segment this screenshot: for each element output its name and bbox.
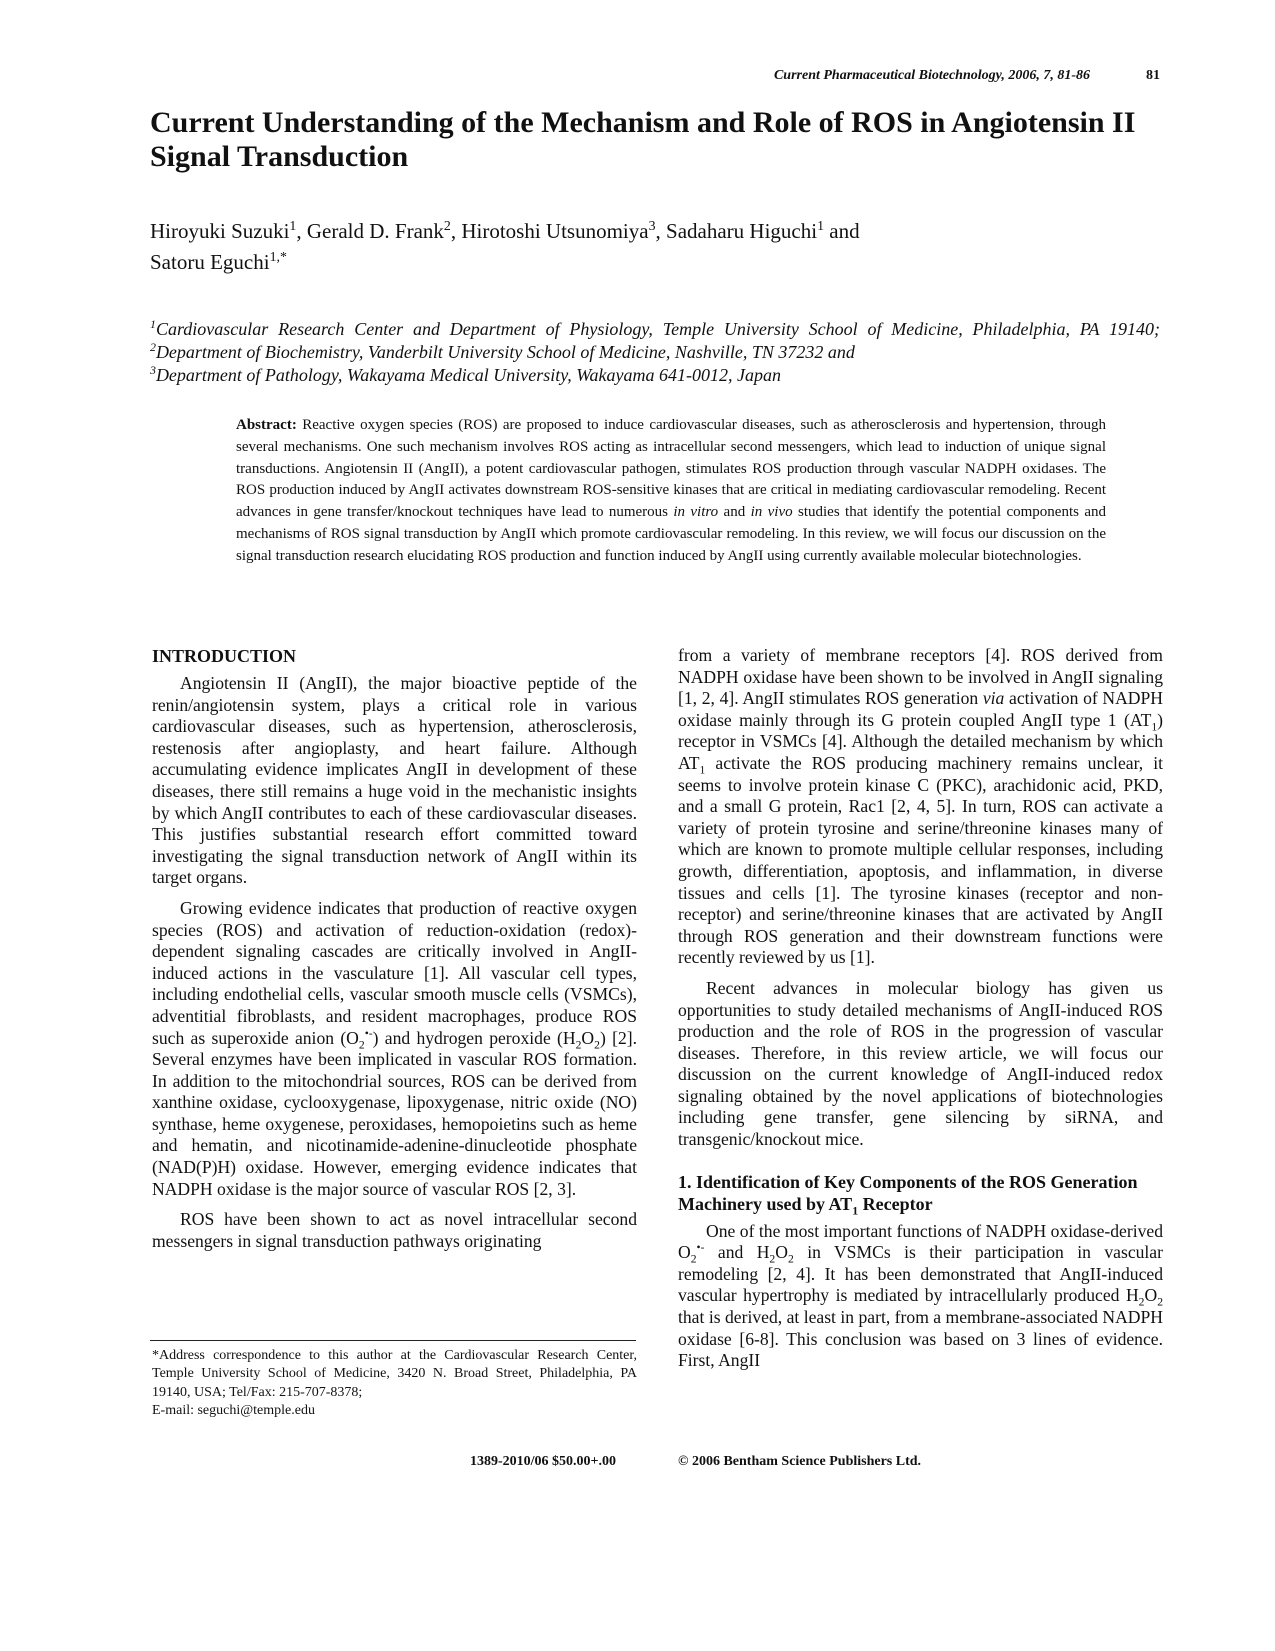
subscript: 2 xyxy=(690,1252,697,1266)
affiliation-mark: 3 xyxy=(150,363,156,377)
journal-citation: Current Pharmaceutical Biotechnology, 2006, 7, 81-86 xyxy=(773,68,1090,83)
paragraph-text: activation of NADPH oxidase mainly through its G protein coupled AngII type 1 (AT xyxy=(678,688,1163,730)
subscript: 2 xyxy=(769,1252,776,1266)
abstract-italic: in vitro xyxy=(673,504,719,521)
affiliation-mark: 1 xyxy=(150,317,156,331)
affiliation-text: Cardiovascular Research Center and Department of Physiology, Temple University School of Medicine, Philadelphia, PA 19140; xyxy=(155,319,1160,339)
author-affiliation-mark: 2 xyxy=(443,218,451,233)
paragraph-text: and H xyxy=(717,1242,770,1263)
page-number: 81 xyxy=(1146,68,1160,83)
author-name: Hiroyuki Suzuki xyxy=(150,219,290,243)
section-heading xyxy=(678,1171,1163,1218)
author-name: Sadaharu Higuchi xyxy=(666,219,818,243)
paragraph: Recent advances in molecular biology has given us opportunities to study detailed mechanisms of AngII-induced ROS production and the role of ROS in the progression of vascular diseases. Therefore, in this review article, we will focus our discussion on the current knowledge of AngII-induced redox signaling obtained by the novel applications of biotechnologies including gene transfer, gene silencing by siRNA, and transgenic/knockout mice. xyxy=(678,977,1163,1150)
abstract-text: and xyxy=(723,504,746,521)
abstract-label: Abstract: xyxy=(236,417,297,433)
paragraph-text: ) and hydrogen peroxide (H xyxy=(372,1027,576,1048)
section-heading: INTRODUCTION xyxy=(152,646,297,666)
footer-issn-price: 1389-2010/06 $50.00+.00 xyxy=(470,1454,617,1469)
subscript: 1 xyxy=(1151,720,1158,734)
paragraph-text: activate the ROS producing machinery remains unclear, it seems to involve protein kinase C (PKC), arachidonic acid, PKD, and a small G protein, Rac1 [2, 4, 5]. In turn, ROS can activate a variety of protein tyrosine and serine/threonine kinases many of which are known to promote multiple cellular responses, including growth, differentiation, apoptosis, and inflammation, in diverse tissues and cells [1]. The tyrosine kinases (receptor and non-receptor) and serine/threonine kinases that are activated by AngII through ROS generation and their downstream functions were recently reviewed by us [1]. xyxy=(678,752,1163,968)
affiliations xyxy=(150,318,1160,387)
paragraph-text: O xyxy=(581,1027,595,1048)
correspondence-footnote xyxy=(152,1347,637,1421)
subscript: 2 xyxy=(358,1038,365,1052)
paragraph xyxy=(678,645,1163,969)
paragraph-text: O xyxy=(1144,1285,1158,1306)
author-name: Satoru Eguchi xyxy=(150,250,270,274)
footnote-text: *Address correspondence to this author at the Cardiovascular Research Center, Temple University School of Medicine, 3420 N. Broad Street, Philadelphia, PA 19140, USA; Tel/Fax: 215-707-8378; xyxy=(152,1348,637,1400)
subscript: 2 xyxy=(787,1252,794,1266)
italic-term: via xyxy=(982,688,1005,709)
left-column xyxy=(152,645,637,1261)
footer-copyright: © 2006 Bentham Science Publishers Ltd. xyxy=(678,1454,922,1469)
paragraph-text: Growing evidence indicates that production of reactive oxygen species (ROS) and activation of reduction-oxidation (redox)-dependent signaling cascades are critically involved in AngII-induced actions in the vasculature [1]. All vascular cell types, including endothelial cells, vascular smooth muscle cells (VSMCs), adventitial fibroblasts, and resident macrophages, produce ROS such as superoxide anion (O xyxy=(152,897,637,1048)
paragraph: Angiotensin II (AngII), the major bioactive peptide of the renin/angiotensin system, plays a critical role in various cardiovascular diseases, such as hypertension, atherosclerosis, restenosis after angioplasty, and heart failure. Although accumulating evidence implicates AngII in development of these diseases, there still remains a huge void in the mechanistic insights by which AngII contributes to each of these cardiovascular diseases. This justifies substantial research effort committed toward investigating the signal transduction network of AngII within its target organs. xyxy=(152,673,637,888)
paragraph-text: O xyxy=(775,1242,788,1263)
paragraph-text: in VSMCs is their participation in vascular remodeling [2, 4]. It has been demonstrated that AngII-induced vascular hypertrophy is mediated by intracellularly produced H xyxy=(678,1242,1163,1306)
superscript: •- xyxy=(364,1026,373,1040)
superscript: •- xyxy=(696,1241,705,1255)
affiliation-text: Department of Pathology, Wakayama Medical University, Wakayama 641-0012, Japan xyxy=(155,365,781,385)
right-column xyxy=(678,645,1163,1381)
author-affiliation-mark: 1,* xyxy=(269,249,287,264)
article-title: Current Understanding of the Mechanism and Role of ROS in Angiotensin II Signal Transduction xyxy=(150,106,1136,173)
abstract-italic: in vivo xyxy=(750,504,793,521)
paragraph-text: that is derived, at least in part, from a membrane-associated NADPH oxidase [6-8]. This conclusion was based on 3 lines of evidence. First, AngII xyxy=(678,1307,1163,1371)
author-affiliation-mark: 1 xyxy=(289,218,297,233)
subscript: 1 xyxy=(699,763,706,777)
affiliation-text: Department of Biochemistry, Vanderbilt University School of Medicine, Nashville, TN 37232 and xyxy=(155,342,855,362)
paragraph-text: from a variety of membrane receptors [4]. ROS derived from NADPH oxidase have been shown to be involved in AngII signaling [1, 2, 4]. AngII stimulates ROS generation xyxy=(678,645,1163,709)
author-name: Gerald D. Frank xyxy=(306,219,444,243)
abstract-text: Reactive oxygen species (ROS) are proposed to induce cardiovascular diseases, such as atherosclerosis and hypertension, through several mechanisms. One such mechanism involves ROS acting as intracellular second messengers, which lead to induction of unique signal transductions. Angiotensin II (AngII), a potent cardiovascular pathogen, stimulates ROS production through vascular NADPH oxidases. The ROS production induced by AngII activates downstream ROS-sensitive kinases that are critical in mediating cardiovascular remodeling. Recent advances in gene transfer/knockout techniques have lead to numerous xyxy=(236,417,1107,521)
footnote-email: E-mail: seguchi@temple.edu xyxy=(152,1403,315,1419)
paragraph xyxy=(678,1221,1163,1372)
heading-text: 1. Identification of Key Components of the ROS Generation Machinery used by AT xyxy=(678,1171,1138,1214)
heading-text: Receptor xyxy=(862,1193,933,1214)
author-conjunction: and xyxy=(829,219,860,243)
paragraph-text: ) [2]. Several enzymes have been implicated in vascular ROS formation. In addition to the mitochondrial sources, ROS can be derived from xanthine oxidase, cyclooxygenase, lipoxygenase, nitric oxide (NO) synthase, heme oxygenese, peroxidases, hemopoietins such as heme and hematin, and nicotinamide-adenine-dinucleotide phosphate (NAD(P)H) oxidase. However, emerging evidence indicates that NADPH oxidase is the major source of vascular ROS [2, 3]. xyxy=(152,1027,638,1199)
author-affiliation-mark: 3 xyxy=(648,218,656,233)
abstract-text: studies that identify the potential components and mechanisms of ROS signal transduction by AngII which promote cardiovascular remodeling. In this review, we will focus our discussion on the signal transduction research elucidating ROS production and function induced by AngII using currently available molecular biotechnologies. xyxy=(236,504,1106,564)
paragraph: ROS have been shown to act as novel intracellular second messengers in signal transduction pathways originating xyxy=(152,1209,637,1251)
subscript: 1 xyxy=(852,1203,859,1218)
footnote-divider xyxy=(150,1340,636,1341)
paragraph-text: One of the most important functions of NADPH oxidase-derived O xyxy=(678,1220,1163,1263)
affiliation-mark: 2 xyxy=(150,340,156,354)
subscript: 2 xyxy=(594,1038,600,1052)
abstract xyxy=(236,415,1106,568)
paragraph-text: ) receptor in VSMCs [4]. Although the detailed mechanism by which AT xyxy=(678,709,1163,773)
subscript: 2 xyxy=(1138,1295,1145,1309)
running-header xyxy=(150,68,1160,90)
author-affiliation-mark: 1 xyxy=(817,218,825,233)
subscript: 2 xyxy=(575,1038,582,1052)
paragraph xyxy=(152,898,637,1200)
author-list: Hiroyuki Suzuki$^1$, Gerald D. Frank$^2$, Hirotoshi Utsunomiya$^3$, Sadaharu Higuchi$^1$ and Satoru Eguchi$^{1,*}$ xyxy=(150,218,860,274)
subscript: 2 xyxy=(1157,1295,1163,1309)
author-name: Hirotoshi Utsunomiya xyxy=(461,219,649,243)
